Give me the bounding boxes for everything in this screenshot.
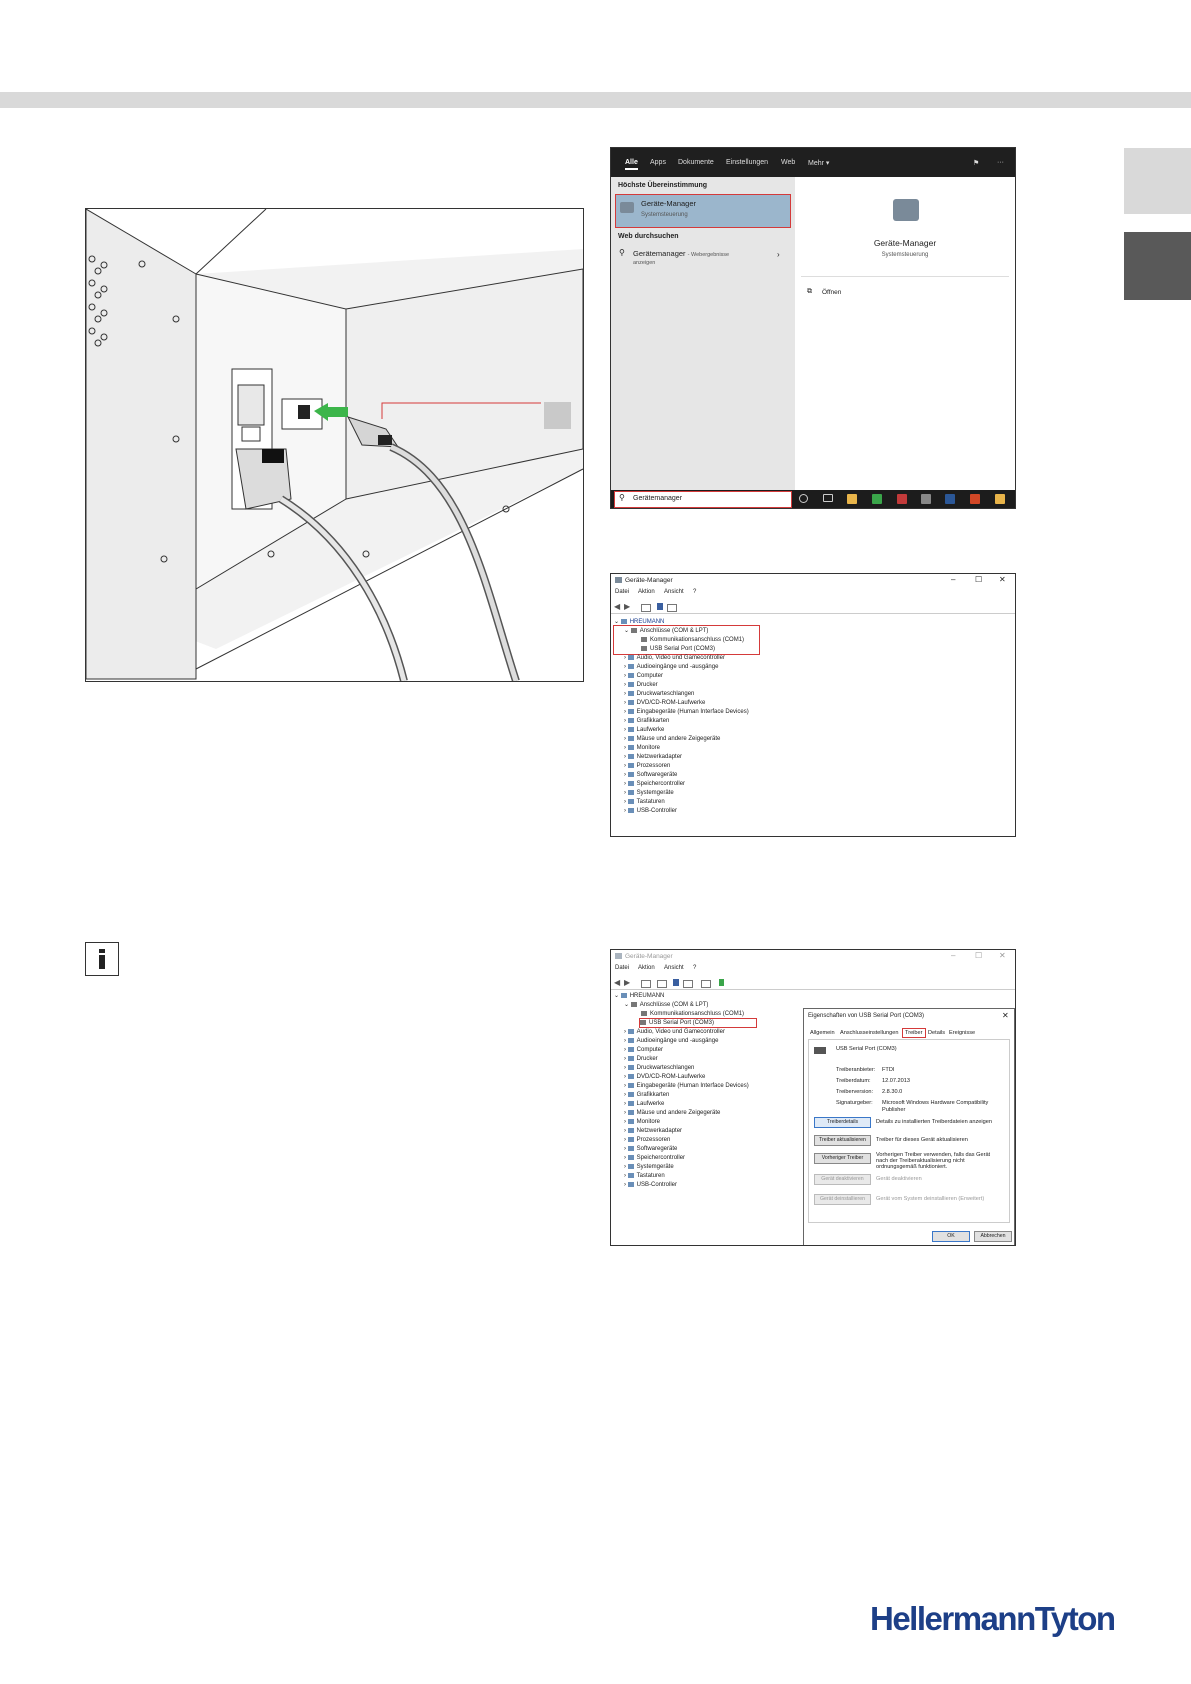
action-desc: Treiber für dieses Gerät aktualisieren (876, 1137, 968, 1143)
feedback-icon[interactable]: ⚑ (973, 160, 980, 167)
tree-item-label: Audioeingänge und -ausgänge (636, 664, 719, 670)
tree-item[interactable]: › Softwaregeräte (624, 772, 678, 778)
menu-bar (611, 589, 1015, 599)
port-com3-label: USB Serial Port (COM3) (649, 1020, 715, 1026)
tree-item-label: Laufwerke (636, 727, 665, 733)
menu-datei[interactable]: Datei (615, 965, 630, 971)
tree-item[interactable]: › Audio, Video und Gamecontroller (624, 655, 725, 661)
preview-title: Geräte-Manager (873, 238, 937, 248)
tree-item[interactable]: › Monitore (624, 1119, 661, 1125)
category-icon (628, 655, 634, 660)
tree-item[interactable]: › Prozessoren (624, 763, 671, 769)
minimize-icon[interactable]: – (951, 575, 956, 584)
tree-item-label: Computer (636, 673, 664, 679)
view-icon[interactable] (641, 980, 651, 988)
web-heading: Web durchsuchen (618, 233, 679, 240)
tree-item[interactable]: › Tastaturen (624, 1173, 665, 1179)
window-title: Geräte-Manager (625, 953, 673, 960)
category-icon (628, 691, 634, 696)
category-icon (628, 1101, 634, 1106)
minimize-icon[interactable]: – (951, 951, 956, 960)
tree-item-label: Prozessoren (636, 1137, 671, 1143)
tab-ereignisse[interactable]: Ereignisse (949, 1030, 976, 1036)
forward-icon[interactable]: ▶ (624, 978, 631, 987)
tree-item[interactable]: › DVD/CD-ROM-Laufwerke (624, 700, 706, 706)
tree-item-label: Mäuse und andere Zeigegeräte (636, 736, 721, 742)
back-icon[interactable]: ◀ (614, 602, 621, 611)
tree-item-label: DVD/CD-ROM-Laufwerke (636, 700, 706, 706)
device-manager-icon (620, 202, 634, 213)
uninstall-device-button[interactable]: Gerät deinstallieren (814, 1194, 871, 1205)
category-icon (628, 799, 634, 804)
device-properties-screenshot (610, 949, 1016, 1246)
scan-icon[interactable] (701, 980, 711, 988)
tab-apps[interactable]: Apps (650, 159, 666, 166)
back-icon[interactable]: ◀ (614, 978, 621, 987)
tree-item[interactable]: › Eingabegeräte (Human Interface Devices) (624, 709, 749, 715)
ports-group[interactable]: ⌄ Anschlüsse (COM & LPT) (624, 628, 709, 634)
preview-divider (801, 276, 1009, 277)
field-value: FTDI (882, 1067, 895, 1073)
update-driver-button[interactable]: Treiber aktualisieren (814, 1135, 871, 1146)
field-value: 2.8.30.0 (882, 1089, 903, 1095)
properties-dialog (803, 1008, 1015, 1246)
help-icon[interactable] (657, 603, 663, 610)
tree-item[interactable]: › Audioeingänge und -ausgänge (624, 664, 719, 670)
category-icon (628, 1173, 634, 1178)
tree-item-label: Eingabegeräte (Human Interface Devices) (636, 1083, 749, 1089)
action-desc: Gerät vom System deinstallieren (Erweitert) (876, 1196, 985, 1202)
port-icon (631, 1002, 637, 1007)
web-result-line2: anzeigen (633, 260, 656, 266)
callout-marker (544, 402, 571, 429)
ports-highlight (613, 625, 760, 655)
tree-item[interactable]: › Drucker (624, 682, 658, 688)
tree-item-label: Drucker (636, 1056, 658, 1062)
tree-item[interactable]: › USB-Controller (624, 808, 678, 814)
category-icon (628, 781, 634, 786)
field-label: Signaturgeber: (836, 1100, 873, 1106)
web-result-suffix: - Webergebnisse (687, 252, 730, 258)
properties-icon[interactable] (667, 604, 677, 612)
tree-item[interactable]: › Audioeingänge und -ausgänge (624, 1038, 719, 1044)
tree-item[interactable]: › Monitore (624, 745, 661, 751)
tree-item-label: Grafikkarten (636, 1092, 670, 1098)
cancel-button[interactable]: Abbrechen (974, 1231, 1012, 1242)
app-icon[interactable] (921, 494, 931, 504)
driver-details-button[interactable]: Treiberdetails (814, 1117, 871, 1128)
menu-help[interactable]: ? (693, 965, 697, 971)
view-icon[interactable] (657, 980, 667, 988)
category-icon (628, 1182, 634, 1187)
menu-ansicht[interactable]: Ansicht (664, 965, 684, 971)
category-icon (628, 772, 634, 777)
tree-item[interactable]: › Netzwerkadapter (624, 1128, 683, 1134)
category-icon (628, 1164, 634, 1169)
side-tab-dark (1124, 232, 1191, 300)
best-match-heading: Höchste Übereinstimmung (618, 182, 708, 189)
tree-item[interactable]: › Systemgeräte (624, 790, 674, 796)
tab-details[interactable]: Details (928, 1030, 946, 1036)
tree-item-label: Softwaregeräte (636, 1146, 678, 1152)
computer-icon (621, 993, 627, 998)
tab-anschlusseinstellungen[interactable]: Anschlusseinstellungen (840, 1030, 899, 1036)
app-icon (615, 577, 622, 583)
update-driver-icon[interactable] (719, 979, 724, 986)
root-label: HREUMANN (629, 993, 665, 999)
field-label: Treiberversion: (836, 1089, 874, 1095)
tab-web[interactable]: Web (781, 159, 796, 166)
menu-aktion[interactable]: Aktion (638, 965, 655, 971)
field-label: Treiberanbieter: (836, 1067, 876, 1073)
tree-item[interactable]: › Drucker (624, 1056, 658, 1062)
tree-item-label: Speichercontroller (636, 781, 686, 787)
category-icon (628, 1029, 634, 1034)
tree-item-label: Drucker (636, 682, 658, 688)
tab-treiber[interactable]: Treiber (902, 1028, 926, 1038)
tree-item[interactable]: › Tastaturen (624, 799, 665, 805)
menu-aktion[interactable]: Aktion (638, 589, 655, 595)
category-icon (628, 808, 634, 813)
preview-subtitle: Systemsteuerung (881, 252, 929, 258)
action-desc: Details zu installierten Treiberdateien anzeigen (876, 1119, 992, 1125)
cortana-icon[interactable] (799, 494, 808, 503)
action-desc: Gerät deaktivieren (876, 1176, 922, 1182)
port-com1-label: Kommunikationsanschluss (COM1) (650, 637, 745, 643)
tree-item-label: DVD/CD-ROM-Laufwerke (636, 1074, 706, 1080)
window-title: Geräte-Manager (625, 577, 673, 584)
app-icon[interactable] (897, 494, 907, 504)
tree-item-label: Systemgeräte (636, 790, 674, 796)
dialog-title: Eigenschaften von USB Serial Port (COM3) (808, 1013, 925, 1019)
category-icon (628, 700, 634, 705)
ok-button[interactable]: OK (932, 1231, 970, 1242)
tab-einstellungen[interactable]: Einstellungen (726, 159, 769, 166)
category-icon (628, 1110, 634, 1115)
tree-item-label: Grafikkarten (636, 718, 670, 724)
port-com3-label: USB Serial Port (COM3) (650, 646, 716, 652)
web-result[interactable] (633, 249, 729, 258)
forward-icon[interactable]: ▶ (624, 602, 631, 611)
category-icon (628, 1092, 634, 1097)
category-icon (628, 1083, 634, 1088)
tree-item-label: Monitore (636, 1119, 661, 1125)
action-desc: Vorherigen Treiber verwenden, falls das Gerät nach der Treiberaktualisierung nicht ordnungsgemäß funktioniert. (876, 1152, 991, 1171)
category-icon (628, 1038, 634, 1043)
category-icon (628, 1146, 634, 1151)
tree-item-label: Tastaturen (636, 1173, 665, 1179)
tree-item[interactable]: › Mäuse und andere Zeigegeräte (624, 1110, 721, 1116)
tree-item[interactable]: › Systemgeräte (624, 1164, 674, 1170)
device-icon (814, 1047, 826, 1054)
category-icon (628, 1056, 634, 1061)
field-label: Treiberdatum: (836, 1078, 871, 1084)
printer-connection-illustration (85, 208, 584, 682)
tree-item-label: Audio, Video und Gamecontroller (636, 1029, 725, 1035)
app-icon[interactable] (995, 494, 1005, 504)
category-icon (628, 745, 634, 750)
rollback-driver-button[interactable]: Vorheriger Treiber (814, 1153, 871, 1164)
open-icon: ⧉ (807, 288, 812, 295)
category-icon (628, 763, 634, 768)
category-icon (628, 718, 634, 723)
tree-item-label: Netzwerkadapter (636, 754, 683, 760)
web-result-title: Gerätemanager (633, 249, 686, 258)
tab-allgemein[interactable]: Allgemein (810, 1030, 835, 1036)
ports-group-label: Anschlüsse (COM & LPT) (639, 628, 709, 634)
device-manager-large-icon (893, 199, 919, 221)
search-icon: ⚲ (619, 248, 625, 257)
tree-item[interactable]: › Druckwarteschlangen (624, 691, 695, 697)
category-icon (628, 1119, 634, 1124)
close-icon[interactable]: ✕ (999, 575, 1006, 584)
category-icon (628, 736, 634, 741)
tree-item-label: Netzwerkadapter (636, 1128, 683, 1134)
tree-item[interactable]: › Laufwerke (624, 727, 665, 733)
tree-item[interactable]: › Computer (624, 1047, 664, 1053)
category-icon (628, 1128, 634, 1133)
tree-item[interactable]: › Eingabegeräte (Human Interface Devices) (624, 1083, 749, 1089)
best-match-title: Geräte-Manager (641, 199, 697, 208)
port-com1[interactable] (641, 1010, 744, 1018)
tree-root[interactable]: ⌄ HREUMANN (614, 619, 665, 625)
tree-item[interactable]: › Grafikkarten (624, 1092, 670, 1098)
tree-item-label: Softwaregeräte (636, 772, 678, 778)
category-icon (628, 709, 634, 714)
tree-item[interactable]: › Netzwerkadapter (624, 754, 683, 760)
properties-icon[interactable] (683, 980, 693, 988)
tree-item-label: Prozessoren (636, 763, 671, 769)
tree-item[interactable]: › Speichercontroller (624, 781, 686, 787)
tab-dokumente[interactable]: Dokumente (678, 159, 714, 166)
tree-item-label: Systemgeräte (636, 1164, 674, 1170)
tree-item[interactable]: › Speichercontroller (624, 1155, 686, 1161)
category-icon (628, 727, 634, 732)
device-name: USB Serial Port (COM3) (836, 1046, 897, 1052)
category-icon (628, 790, 634, 795)
app-icon[interactable] (872, 494, 882, 504)
tree-item[interactable]: › DVD/CD-ROM-Laufwerke (624, 1074, 706, 1080)
maximize-icon[interactable]: ☐ (975, 951, 983, 960)
toolbar (611, 601, 1015, 614)
tree-item-label: Monitore (636, 745, 661, 751)
category-icon (628, 673, 634, 678)
side-tab-light (1124, 148, 1191, 214)
menu-bar (611, 965, 1015, 975)
toolbar (611, 977, 1015, 990)
close-icon[interactable]: ✕ (999, 951, 1006, 960)
app-icon (615, 953, 622, 959)
tree-item-label: Audioeingänge und -ausgänge (636, 1038, 719, 1044)
tab-alle[interactable]: Alle (625, 159, 638, 170)
tree-item-label: USB-Controller (636, 808, 678, 814)
chevron-right-icon[interactable]: › (777, 250, 780, 259)
port-icon (641, 1011, 647, 1016)
ports-group-label: Anschlüsse (COM & LPT) (639, 1002, 709, 1008)
tree-item-label: Eingabegeräte (Human Interface Devices) (636, 709, 749, 715)
dialog-close-icon[interactable]: ✕ (1002, 1011, 1009, 1020)
tab-mehr[interactable]: Mehr ▾ (808, 160, 830, 167)
tree-item[interactable]: › Computer (624, 673, 664, 679)
explorer-icon[interactable] (847, 494, 857, 504)
task-view-icon[interactable] (823, 494, 833, 502)
category-icon (628, 1155, 634, 1160)
category-icon (628, 1137, 634, 1142)
help-icon[interactable] (673, 979, 679, 986)
search-tabs-bar (611, 148, 1015, 177)
search-input[interactable]: Gerätemanager (633, 495, 683, 502)
title-bar (611, 950, 1015, 964)
category-icon (628, 1047, 634, 1052)
menu-datei[interactable]: Datei (615, 589, 630, 595)
dialog-tabs (808, 1028, 1008, 1038)
title-bar (611, 574, 1015, 588)
tree-item[interactable]: › Laufwerke (624, 1101, 665, 1107)
header-band (0, 92, 1191, 108)
tree-item-label: Computer (636, 1047, 664, 1053)
category-icon (628, 1065, 634, 1070)
port-com3[interactable] (639, 1018, 757, 1028)
tree-item[interactable]: › Grafikkarten (624, 718, 670, 724)
category-icon (628, 664, 634, 669)
computer-icon (621, 619, 627, 624)
tree-item-label: Druckwarteschlangen (636, 691, 695, 697)
tree-item[interactable]: › USB-Controller (624, 1182, 678, 1188)
open-action[interactable]: Öffnen (822, 289, 842, 296)
category-icon (628, 1074, 634, 1079)
windows-search-screenshot (610, 147, 1016, 509)
tree-item-label: Laufwerke (636, 1101, 665, 1107)
disable-device-button[interactable]: Gerät deaktivieren (814, 1174, 871, 1185)
company-logo: HellermannTyton (870, 1600, 1115, 1637)
best-match-subtitle: Systemsteuerung (641, 212, 688, 218)
info-icon (85, 942, 119, 976)
view-icon[interactable] (641, 604, 651, 612)
tree-item-label: Audio, Video und Gamecontroller (636, 655, 725, 661)
category-icon (628, 682, 634, 687)
more-options-icon[interactable]: ··· (997, 159, 1004, 166)
menu-help[interactable]: ? (693, 589, 697, 595)
category-icon (628, 754, 634, 759)
tree-item-label: Speichercontroller (636, 1155, 686, 1161)
printer-drawing (86, 209, 583, 681)
field-value: Microsoft Windows Hardware Compatibility Publisher (882, 1100, 989, 1113)
tree-item-label: USB-Controller (636, 1182, 678, 1188)
tree-item[interactable]: › Druckwarteschlangen (624, 1065, 695, 1071)
tree-item-label: Tastaturen (636, 799, 665, 805)
port-com1-label: Kommunikationsanschluss (COM1) (650, 1011, 745, 1017)
preview-pane (795, 177, 1015, 490)
tree-item[interactable]: › Prozessoren (624, 1137, 671, 1143)
tree-item[interactable]: › Audio, Video und Gamecontroller (624, 1029, 725, 1035)
tree-root[interactable]: ⌄ HREUMANN (614, 993, 665, 999)
tree-item-label: Mäuse und andere Zeigegeräte (636, 1110, 721, 1116)
taskbar (611, 490, 1015, 508)
tree-item-label: Druckwarteschlangen (636, 1065, 695, 1071)
search-box-icon: ⚲ (619, 493, 625, 502)
device-manager-screenshot (610, 573, 1016, 837)
menu-ansicht[interactable]: Ansicht (664, 589, 684, 595)
app-icon[interactable] (970, 494, 980, 504)
maximize-icon[interactable]: ☐ (975, 575, 983, 584)
port-icon (640, 1020, 646, 1025)
tree-item[interactable]: › Softwaregeräte (624, 1146, 678, 1152)
field-value: 12.07.2013 (882, 1078, 910, 1084)
tree-item[interactable]: › Mäuse und andere Zeigegeräte (624, 736, 721, 742)
ports-group[interactable]: ⌄ Anschlüsse (COM & LPT) (624, 1002, 709, 1008)
word-icon[interactable] (945, 494, 955, 504)
root-label: HREUMANN (629, 619, 665, 625)
